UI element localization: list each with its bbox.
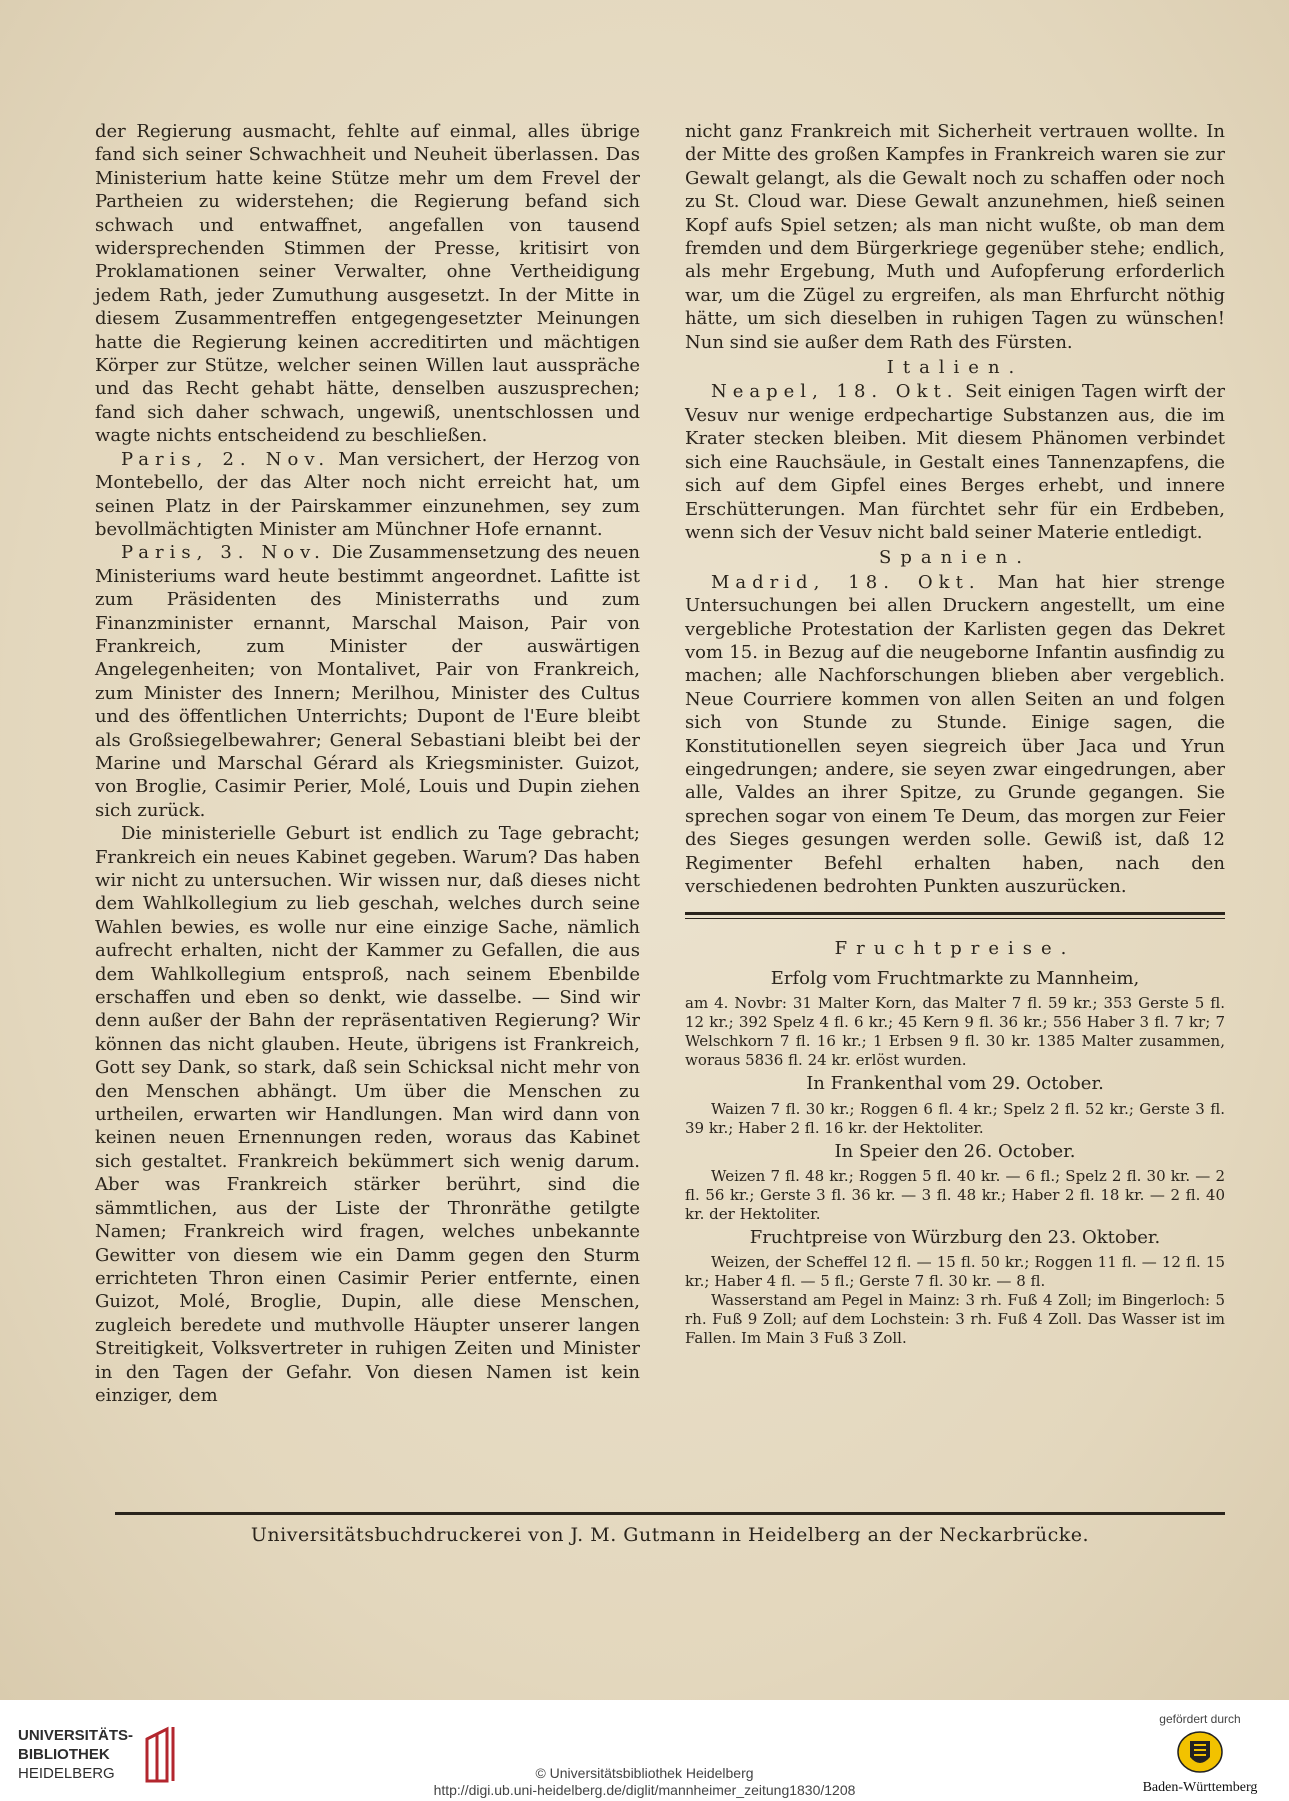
dateline: Madrid, 18. Okt. [711, 571, 981, 593]
article-commentary: Die ministerielle Geburt ist endlich zu Tage gebracht; Frankreich ein neues Kabinet gegeben. Warum? Das haben wir nicht zu untersuchen. Wir wissen nur, daß dieses nicht dem Wahlkollegium zu lieb geschah, welches durch seine Wahlen bewies, es wolle nur eine einzige Sache, nämlich aufrecht erhalten, nicht der Kammer zu Gefallen, die aus dem Wahlkollegium entsproß, nach seinem Ebenbilde erschaffen und eben so denkt, wie dasselbe. — Sind wir denn außer der Bahn der repräsentativen Regierung? Wir können das nicht glauben. Heute, übrigens ist Frankreich, Gott sey Dank, so stark, daß sein Schicksal nicht mehr von den Menschen abhängt. Um über die Menschen zu urtheilen, erwarten wir Handlungen. Man wird dann von keinen neuen Ernennungen reden, woraus das Kabinet sich gestaltet. Frankreich bekümmert sich wenig darum. Aber was Frankreich stärker berührt, sind die sämmtlichen, aus der Liste der Thronräthe getilgte Namen; Frankreich wird fragen, welches unbekannte Gewitter von diesem wie ein Damm gegen den Sturm errichteten Thron einen Casimir Perier entfernte, einen Guizot, Molé, Broglie, Dupin, alle diese Menschen, zugleich beredete und muthvolle Häupter unserer langen Streitigkeit, Volksvertreter in ruhigen Zeiten und Minister in den Tagen der Gefahr. Von diesen Namen ist kein einziger, dem [95, 823, 640, 1406]
permalink[interactable]: http://digi.ub.uni-heidelberg.de/diglit/mannheimer_zeitung1830/1208 [433, 1782, 856, 1798]
article-text: Man hat hier strenge Untersuchungen bei allen Druckern angestellt, um eine vergebliche Protestation der Karlisten gegen das Dekret vom 15. in Bezug auf die neugeborne Infantin ausfindig zu machen; alle Nachforschungen blieben aber vergeblich. Neue Courriere kommen von allen Seiten an und folgen sich von Stunde zu Stunde. Einige sagen, die Konstitutionellen seyen siegreich über Jaca und Yrun eingedrungen; andere, sie seyen zwar eingedrungen, aber alle, Valdes an ihrer Spitze, zu Grunde gegangen. Sie sprechen sogar von einem Te Deum, das morgen zur Feier des Sieges gesungen werden solle. Gewiß ist, daß 12 Regimenter Befehl erhalten haben, nach den verschiedenen bedrohten Punkten auszurücken. [685, 571, 1225, 897]
speier-heading: In Speier den 26. October. [834, 1140, 1076, 1162]
frankenthal-prices: Waizen 7 fl. 30 kr.; Roggen 6 fl. 4 kr.; Spelz 2 fl. 52 kr.; Gerste 3 fl. 39 kr.; Haber 2 fl. 16 kr. der Hektoliter. [685, 1099, 1225, 1137]
section-heading-spanien: Spanien. [879, 547, 1031, 569]
library-name-line1: UNIVERSITÄTS- [18, 1727, 134, 1744]
mannheim-heading: Erfolg vom Fruchtmarkte zu Mannheim, [770, 967, 1140, 989]
library-name-line3: HEIDELBERG [18, 1765, 115, 1782]
article-neapel [685, 380, 1225, 544]
article-continuation: der Regierung ausmacht, fehlte auf einmal, alles übrige fand sich seiner Schwachheit und Neuheit überlassen. Das Ministerium hatte keine Stütze mehr um dem Frevel der Partheien zu widerstehen; die Regierung befand sich schwach und entwaffnet, angefallen von tausend widersprechenden Stimmen der Presse, kritisirt von Proklamationen seiner Verwalter, ohne Vertheidigung jedem Rath, jeder Zumuthung ausgesetzt. In der Mitte in diesem Zusammentreffen entgegengesetzter Meinungen hatte die Regierung keinen accreditirten und mächtigen Körper zur Stütze, welcher seinen Willen laut ausspräche und das Recht gehabt hätte, denselben auszusprechen; fand sich daher schwach, ungewiß, unentschlossen und wagte nichts entscheidend zu beschließen. [95, 121, 640, 447]
mannheim-prices: am 4. Novbr: 31 Malter Korn, das Malter 7 fl. 59 kr.; 353 Gerste 5 fl. 12 kr.; 392 Spelz 4 fl. 6 kr.; 45 Kern 9 fl. 36 kr.; 556 Haber 3 fl. 7 kr; 7 Welschkorn 7 fl. 16 kr.; 1 Erbsen 9 fl. 30 kr. 1385 Malter zusammen, woraus 5836 fl. 24 kr. erlöst wurden. [685, 994, 1225, 1070]
newspaper-page [95, 120, 1245, 1650]
state-crest-icon [1170, 1727, 1230, 1777]
frankenthal-heading: In Frankenthal vom 29. October. [806, 1073, 1104, 1095]
section-divider [685, 912, 1225, 919]
article-continuation: nicht ganz Frankreich mit Sicherheit vertrauen wollte. In der Mitte des großen Kampfes in Frankreich waren sie zur Gewalt gelangt, als die Gewalt noch zu schaffen oder noch zu St. Cloud war. Diese Gewalt anzunehmen, hieß seinen Kopf aufs Spiel setzen; als man nicht wußte, ob man dem fremden und dem Bürgerkriege gegenüber stehe; endlich, als mehr Ergebung, Muth und Aufopferung erforderlich war, um die Zügel zu ergreifen, als man Ehrfurcht nöthig hätte, um sich dieselben in ruhigen Tagen zu wünschen! Nun sind sie außer dem Rath des Fürsten. [685, 121, 1225, 353]
article-text: Man versichert, der Herzog von Montebello, der das Alter noch nicht erreicht hat, um seinen Platz in der Pairskammer einzunehmen, sey zum bevollmächtigten Minister am Münchner Hofe ernannt. [95, 448, 640, 540]
funded-by-label: gefördert durch [1159, 1712, 1241, 1726]
copyright-notice: © Universitätsbibliothek Heidelberg [535, 1765, 754, 1781]
footer-rule [115, 1512, 1225, 1515]
library-name-line2: BIBLIOTHEK [18, 1746, 110, 1763]
article-text: Die Zusammensetzung des neuen Ministeriums ward heute bestimmt angeordnet. Lafitte ist zum Präsidenten des Ministerraths und zum Finanzminister ernannt, Marschal Maison, Pair von Frankreich, zum Minister der auswärtigen Angelegenheiten; von Montalivet, Pair von Frankreich, zum Minister des Innern; Merilhou, Minister des Cultus und des öffentlichen Unterrichts; Dupont de l'Eure bleibt als Großsiegelbewahrer; General Sebastiani bleibt bei der Marine und Marschal Gérard als Kriegsminister. Guizot, von Broglie, Casimir Perier, Molé, Louis und Dupin ziehen sich zurück. [95, 542, 640, 821]
speier-prices: Weizen 7 fl. 48 kr.; Roggen 5 fl. 40 kr. — 6 fl.; Spelz 2 fl. 30 kr. — 2 fl. 56 kr.; Gerste 3 fl. 36 kr. — 3 fl. 48 kr.; Haber 2 fl. 18 kr. — 2 fl. 40 kr. der Hektoliter. [685, 1167, 1225, 1224]
section-heading-italien: Italien. [886, 357, 1024, 379]
water-level: Wasserstand am Pegel in Mainz: 3 rh. Fuß 4 Zoll; im Bingerloch: 5 rh. Fuß 9 Zoll; auf dem Lochstein: 3 rh. Fuß 4 Zoll. Das Wasser ist im Fallen. Im Main 3 Fuß 3 Zoll. [685, 1291, 1225, 1348]
dateline: Neapel, 18. Okt. [711, 381, 959, 403]
prices-heading: Fruchtpreise. [834, 938, 1076, 960]
article-paris-3-nov [95, 541, 640, 822]
dateline: Paris, 3. Nov. [121, 542, 326, 564]
wuerzburg-heading: Fruchtpreise von Würzburg den 23. Oktober. [749, 1227, 1161, 1249]
article-paris-2-nov [95, 448, 640, 542]
dateline: Paris, 2. Nov. [121, 448, 331, 470]
printer-imprint: Universitätsbuchdruckerei von J. M. Gutmann in Heidelberg an der Neckarbrücke. [250, 1524, 1090, 1546]
state-name: Baden-Württemberg [1142, 1780, 1258, 1795]
left-column [95, 120, 640, 1407]
article-madrid [685, 571, 1225, 899]
wuerzburg-prices: Weizen, der Scheffel 12 fl. — 15 fl. 50 kr.; Roggen 11 fl. — 12 fl. 15 kr.; Haber 4 fl. — 5 fl.; Gerste 7 fl. 30 kr. — 8 fl. [685, 1253, 1225, 1291]
article-text: Seit einigen Tagen wirft der Vesuv nur wenige erdpechartige Substanzen aus, die im Krater stecken bleiben. Mit diesem Phänomen verbindet sich eine Rauchsäule, in Gestalt eines Tannenzapfens, die sich auf dem Gipfel eines Berges erhebt, und innere Erschütterungen. Man fürchtet sehr für ein Erdbeben, wenn sich der Vesuv nicht bald seiner Materie entledigt. [685, 381, 1225, 543]
right-column [685, 120, 1225, 1348]
